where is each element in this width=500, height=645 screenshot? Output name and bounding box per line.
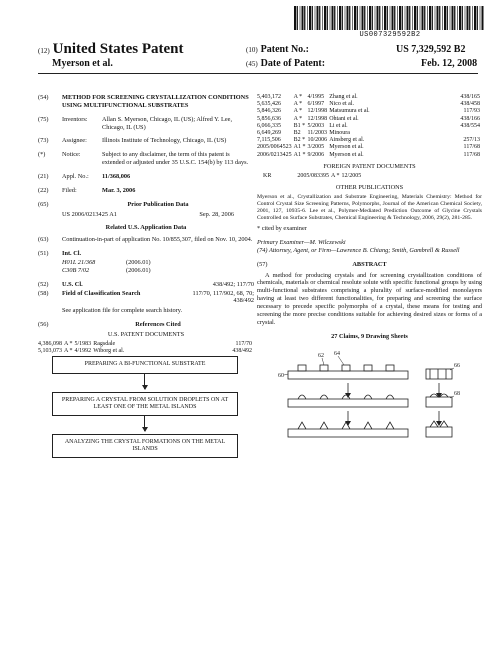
table-row: 7,115,506 B2 * 10/2006 Ainsberg et al. 257/13: [257, 137, 480, 144]
flow-step-1: PREPARING A BI-FUNCTIONAL SUBSTRATE: [52, 356, 238, 374]
barcode-bar: [442, 6, 443, 30]
related-data-title: Related U.S. Application Data: [105, 224, 187, 232]
other-publications-title: OTHER PUBLICATIONS: [335, 183, 404, 191]
barcode-bar: [304, 6, 305, 30]
table-row: 2006/0213425 A1 * 9/2006 Myerson et al. 117/68: [257, 151, 480, 158]
related-field: (63) Continuation-in-part of application No. 10/855,307, filed on Nov. 10, 2004.: [38, 236, 253, 244]
notice-field: (*) Notice: Subject to any disclaimer, the term of this patent is extended or adjusted under 35 U.S.C. 154(b) by 113 days.: [38, 151, 249, 167]
patent-date-line: (45) Date of Patent: Feb. 12, 2008: [246, 58, 478, 69]
barcode-bar: [307, 6, 308, 30]
barcode-bar: [362, 6, 364, 30]
barcode-bar: [379, 6, 380, 30]
barcode-bar: [349, 6, 350, 30]
barcode-bar: [435, 6, 436, 30]
barcode-bar: [312, 6, 313, 30]
barcode-bar: [469, 6, 470, 30]
country-heading: (12) United States Patent: [38, 41, 184, 57]
inventors-field: (75) Inventors: Allan S. Myerson, Chicago, IL (US); Alfred Y. Lee, Chicago, IL (US): [38, 115, 233, 131]
barcode-bar: [315, 6, 316, 30]
barcode-bar: [412, 6, 413, 30]
barcode-bar: [357, 6, 358, 30]
barcode-bar: [459, 6, 461, 30]
barcode-bar: [457, 6, 458, 30]
barcode-bar: [422, 6, 424, 30]
barcode-bar: [372, 6, 373, 30]
drawing-label: 64: [334, 351, 340, 357]
barcode-bar: [375, 6, 376, 30]
barcode-bar: [390, 6, 391, 30]
barcode-bar: [334, 6, 335, 30]
references-field: (56) References Cited: [38, 321, 181, 329]
barcode-bar: [424, 6, 425, 30]
title-field: (54) METHOD FOR SCREENING CRYSTALLIZATION CONDITIONS USING MULTIFUNCTIONAL SUBSTRATES: [38, 94, 254, 110]
barcode-bar: [369, 6, 371, 30]
table-row: 6,649,269 B2 11/2003 Minoura: [257, 129, 350, 136]
barcode-bar: [447, 6, 448, 30]
barcode-bar: [352, 6, 353, 30]
table-row: 5,635,426 A * 6/1997 Nico et al. 438/458: [257, 101, 480, 108]
patent-title: METHOD FOR SCREENING CRYSTALLIZATION CONDITIONS USING MULTIFUNCTIONAL SUBSTRATES: [62, 94, 249, 109]
barcode-bar: [364, 6, 365, 30]
barcode-bar: [394, 6, 395, 30]
barcode-number: US007329592B2: [359, 31, 421, 39]
barcode-bar: [317, 6, 319, 30]
right-column: [257, 94, 482, 344]
barcode-bar: [360, 6, 361, 30]
drawing-label: 68: [454, 391, 460, 397]
barcode-bar: [399, 6, 401, 30]
barcode-bar: [405, 6, 406, 30]
table-row: 5,856,636 A * 12/1998 Ohtani et al. 438/166: [257, 115, 480, 122]
barcode-bar: [337, 6, 338, 30]
us-cl-field: (52) U.S. Cl. 438/492; 117/70: [38, 280, 254, 288]
patent-number: US 7,329,592 B2: [396, 44, 466, 55]
abstract-heading: (57) ABSTRACT: [257, 260, 387, 268]
table-row: 2005/0064523 A1 * 3/2005 Myerson et al. 117/68: [257, 144, 480, 151]
see-application-note: See application file for complete search history.: [62, 307, 183, 315]
barcode-bar: [297, 6, 298, 30]
other-publications-text: Myerson et al., Crystallization and Substrate Engineering, Materials Chemistry: Method for Control Crystal Size Screening Patterns, Polymorphs, Journal of the American Chemical Society, 2001, 127, 10935-6. Lee et al., Polymer-Mediated Prediction Outcome of Glycine Crystals Controlled on Surface Substrates, Chemical Engineering & Technology, 2006, 29(2), 281-285.: [257, 193, 482, 221]
barcode-bar: [402, 6, 403, 30]
int-cl-row: H01L 21/368 (2006.01): [62, 259, 151, 267]
barcode-bar: [294, 6, 296, 30]
left-column: [38, 94, 254, 355]
barcode-bar: [462, 6, 463, 30]
int-cl-field: (51) Int. Cl.: [38, 250, 82, 258]
table-row: KR 2005/083395 A * 12/2005: [263, 172, 362, 179]
header-rule: [38, 73, 478, 74]
flow-arrow-icon: [144, 373, 145, 389]
barcode-bar: [354, 6, 356, 30]
barcode-bar: [347, 6, 349, 30]
drawing-label: 66: [454, 363, 460, 369]
foreign-docs-title: FOREIGN PATENT DOCUMENTS: [323, 162, 416, 170]
barcode-bar: [439, 6, 440, 30]
int-cl-row: C30B 7/02 (2006.01): [62, 266, 151, 274]
drawing-label: 62: [318, 353, 324, 359]
us-references-table: [257, 94, 482, 159]
inventor-header: Myerson et al.: [52, 58, 113, 69]
barcode-bar: [377, 6, 379, 30]
barcode-bar: [444, 6, 446, 30]
substrate-drawing: [258, 347, 480, 457]
barcode-bar: [472, 6, 473, 30]
barcode-bar: [482, 6, 484, 30]
flow-step-3: ANALYZING THE CRYSTAL FORMATIONS ON THE METAL ISLANDS: [52, 434, 238, 458]
prior-publication-field: (65) Prior Publication Data: [38, 200, 189, 208]
barcode-bar: [429, 6, 431, 30]
barcode-image: [294, 6, 484, 30]
barcode-bar: [467, 6, 469, 30]
barcode-bar: [300, 6, 301, 30]
barcode-bar: [382, 6, 383, 30]
us-docs-title: U.S. PATENT DOCUMENTS: [107, 331, 185, 339]
barcode-bar: [332, 6, 334, 30]
barcode-bar: [345, 6, 346, 30]
filed-field: (22) Filed: Mar. 3, 2006: [38, 186, 136, 194]
barcode-bar: [414, 6, 416, 30]
table-row: 4,386,098 A * 5/1983 Ragsdale 117/70: [38, 340, 252, 347]
table-row: 5,846,326 A * 12/1998 Matsumura et al. 117/93: [257, 108, 480, 115]
barcode-bar: [432, 6, 433, 30]
barcode-bar: [367, 6, 368, 30]
barcode-bar: [322, 6, 323, 30]
barcode-bar: [450, 6, 451, 30]
prior-publication-row: US 2006/0213425 A1 Sep. 28, 2006: [62, 210, 234, 218]
barcode-bar: [420, 6, 421, 30]
barcode-bar: [452, 6, 454, 30]
primary-examiner: Primary Examiner—M. Wilczewski: [257, 238, 346, 246]
barcode-bar: [474, 6, 476, 30]
flowchart-figure: [40, 356, 252, 476]
barcode-bar: [339, 6, 341, 30]
flow-step-2: PREPARING A CRYSTAL FROM SOLUTION DROPLETS ON AT LEAST ONE OF THE METAL ISLANDS: [52, 392, 238, 416]
barcode-bar: [392, 6, 394, 30]
attorney-agent: (74) Attorney, Agent, or Firm—Lawrence B. Chiang; Smith, Gambrell & Russell: [257, 246, 460, 254]
barcode-bar: [454, 6, 455, 30]
barcode-bar: [309, 6, 311, 30]
patent-date: Feb. 12, 2008: [421, 58, 478, 69]
barcode-bar: [324, 6, 326, 30]
barcode-bar: [480, 6, 481, 30]
barcode-bar: [327, 6, 328, 30]
barcode-bar: [387, 6, 388, 30]
barcode-bar: [477, 6, 478, 30]
search-field: (58) Field of Classification Search 117/70, 117/902, 68, 70; 438/492: [38, 289, 254, 305]
barcode-bar: [437, 6, 439, 30]
barcode-bar: [407, 6, 409, 30]
barcode-bar: [397, 6, 398, 30]
drawing-label: 60: [278, 373, 284, 379]
barcode-bar: [384, 6, 386, 30]
barcode-bar: [409, 6, 410, 30]
barcode-bar: [330, 6, 331, 30]
assignee-field: (73) Assignee: Illinois Institute of Technology, Chicago, IL (US): [38, 137, 227, 145]
barcode-bar: [342, 6, 343, 30]
cited-by-examiner: * cited by examiner: [257, 225, 307, 233]
patent-number-line: (10) Patent No.: US 7,329,592 B2: [246, 44, 466, 55]
flow-arrow-icon: [144, 415, 145, 431]
barcode-bar: [427, 6, 428, 30]
table-row: 5,103,073 A * 4/1992 Wiborg et al. 438/492: [38, 348, 252, 355]
claims-summary: 27 Claims, 9 Drawing Sheets: [331, 332, 408, 340]
us-docs-table: [38, 341, 254, 355]
barcode-bar: [417, 6, 418, 30]
abstract-text: A method for producing crystals and for screening crystallization conditions of chemicals, materials or chemical resolute solute with specific functional groups by using multi-functional substrates comprising a plurality of surface-modified monolayers having at least two different functionalities, for preparing and screening the surface necessary to precede specific polymorphs of a crystal, these means for testing and screening the more precise conditions suitable for achieving desired sizes or forms of a crystal.: [257, 271, 482, 326]
table-row: 6,066,335 B1 * 5/2003 Li et al. 438/554: [257, 122, 480, 129]
foreign-docs-table: [263, 173, 363, 180]
table-row: 5,403,172 A * 4/1995 Zhang et al. 438/165: [257, 94, 480, 100]
barcode-bar: [465, 6, 466, 30]
barcode-bar: [319, 6, 320, 30]
application-number-field: (21) Appl. No.: 11/368,006: [38, 173, 131, 181]
barcode-bar: [302, 6, 304, 30]
